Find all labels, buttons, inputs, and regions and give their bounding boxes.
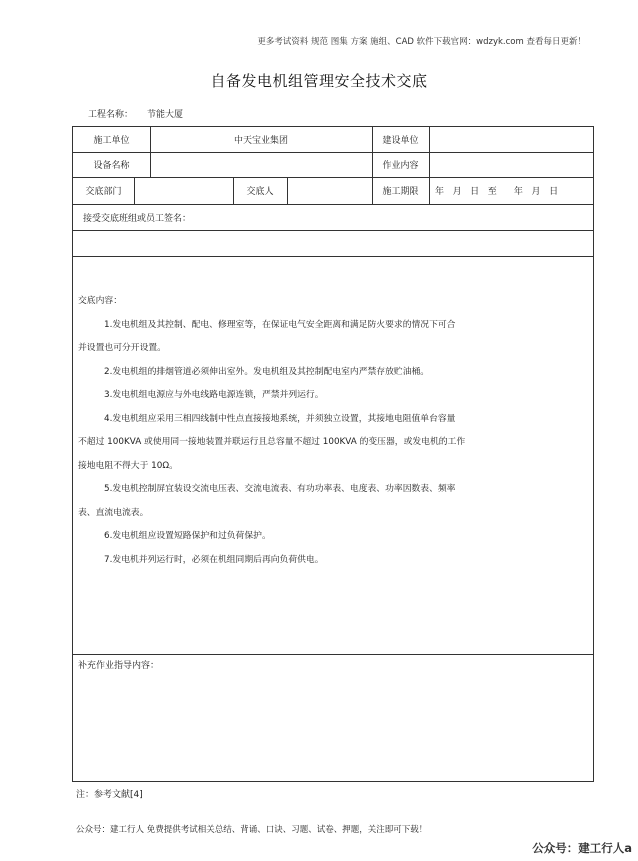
work-content-label: 作业内容 (382, 161, 419, 171)
row-divider (73, 256, 593, 257)
content-line: 接地电阻不得大于 10Ω。 (78, 460, 178, 471)
construction-unit-label: 施工单位 (93, 136, 130, 146)
header-note: 更多考试资料 规范 图集 方案 施组、CAD 软件下载官网：wdzyk.com 查看每日更新！ (257, 37, 586, 47)
content-line: 并设置也可分开设置。 (78, 343, 166, 353)
content-line: 不超过 100KVA 或使用同一接地装置并联运行且总容量不超过 100KVA 的变压器，或发电机的工作 (78, 437, 466, 447)
person-value (287, 177, 372, 204)
equipment-name-label: 设备名称 (93, 161, 130, 171)
content-line: 5.发电机控制屏宜装设交流电压表、交流电流表、有功功率表、电度表、功率因数表、频率 (104, 484, 456, 494)
period-value: 年 月 日 至 年 月 日 (435, 187, 559, 197)
build-unit-label: 建设单位 (382, 136, 419, 146)
watermark: 公众号：建工行人a (532, 841, 632, 855)
content-line: 2.发电机组的排烟管道必须伸出室外。发电机组及其控制配电室内严禁存放贮油桶。 (104, 366, 430, 377)
document-title: 自备发电机组管理安全技术交底 (210, 72, 428, 90)
signature-label: 接受交底班组或员工签名： (83, 213, 192, 224)
dept-label: 交底部门 (85, 187, 122, 197)
dept-value (134, 177, 233, 204)
content-heading: 交底内容： (78, 296, 122, 306)
content-line: 6.发电机组应设置短路保护和过负荷保护。 (104, 531, 271, 541)
person-label: 交底人 (246, 187, 274, 197)
content-line: 1.发电机组及其控制、配电、修理室等，在保证电气安全距离和满足防火要求的情况下可合 (104, 319, 456, 330)
construction-unit-value: 中天宝业集团 (233, 136, 288, 146)
disclosure-form-table (72, 126, 594, 782)
project-name-label: 工程名称： (88, 110, 134, 120)
build-unit-value (429, 127, 593, 152)
footer-note: 公众号：建工行人 免费提供考试相关总结、背诵、口诀、习题、试卷、押题，关注即可下载！ (76, 825, 428, 835)
content-line: 表、直流电流表。 (78, 507, 149, 518)
content-line: 4.发电机组应采用三相四线制中性点直接接地系统，并须独立设置，其接地电阻值单台容量 (104, 413, 456, 424)
content-line: 7.发电机并列运行时，必须在机组同期后再向负荷供电。 (104, 554, 324, 565)
project-name-line (88, 107, 183, 120)
equipment-name-value (150, 152, 372, 177)
project-name-value: 节能大厦 (147, 110, 184, 120)
work-content-value (429, 152, 593, 177)
period-label: 施工期限 (382, 187, 419, 197)
row-divider (73, 230, 593, 231)
reference-note: 注：参考文献[4] (76, 790, 143, 800)
row-divider (73, 654, 593, 655)
content-line: 3.发电机组电源应与外电线路电源连锁，严禁并列运行。 (104, 390, 324, 400)
disclosure-content (78, 290, 588, 572)
supplement-label: 补充作业指导内容： (78, 661, 160, 671)
